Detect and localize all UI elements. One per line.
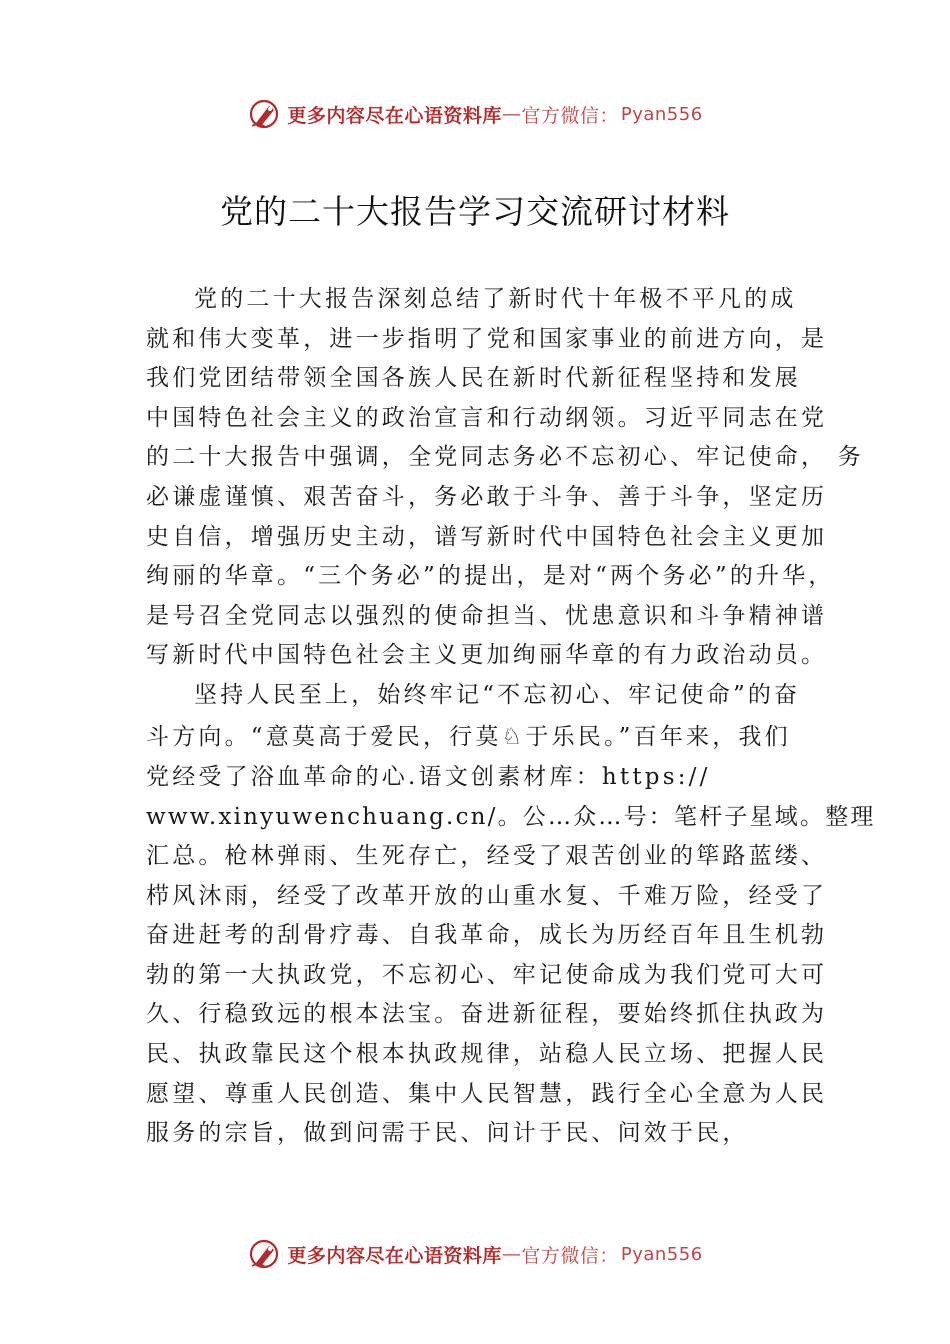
watermark-wechat-id: Pyan556 <box>620 103 703 125</box>
footer-watermark <box>0 1236 950 1272</box>
body-line: 写新时代中国特色社会主义更加绚丽华章的有力政治动员。 <box>146 642 828 668</box>
body-line: 勃的第一大执政党，不忘初心、牢记使命成为我们党可大可 <box>146 962 828 988</box>
body-line: 是号召全党同志以强烈的使命担当、忧患意识和斗争精神谱 <box>146 603 828 629</box>
body-line: 绚丽的华章。“三个务必”的提出，是对“两个务必”的升华， <box>146 563 835 589</box>
body-line: 民、执政靠民这个根本执政规律，站稳人民立场、把握人民 <box>146 1041 828 1067</box>
watermark-brand: 更多内容尽在心语资料库 <box>287 104 502 127</box>
pen-nib-circle-icon <box>247 1236 283 1272</box>
body-line: 斗方向。“意莫高于爱民，行莫♘于乐民。”百年来，我们 <box>146 724 791 750</box>
body-line: 坚持人民至上，始终牢记“不忘初心、牢记使命”的奋 <box>194 682 801 708</box>
watermark-label: 官方微信： <box>521 1244 619 1267</box>
body-line: 就和伟大变革，进一步指明了党和国家事业的前进方向，是 <box>146 326 828 352</box>
body-line: 我们党团结带领全国各族人民在新时代新征程坚持和发展 <box>146 365 801 391</box>
body-line: 久、行稳致远的根本法宝。奋进新征程，要始终抓住执政为 <box>146 1001 828 1027</box>
watermark-brand: 更多内容尽在心语资料库 <box>287 1244 502 1267</box>
document-title: 党的二十大报告学习交流研讨材料 <box>220 192 730 231</box>
body-line: 必谦虚谨慎、艰苦奋斗，务必敢于斗争、善于斗争，坚定历 <box>146 484 828 510</box>
body-line: www.xinyuwenchuang.cn/。公…众…号：笔杆子星域。整理 <box>146 804 876 830</box>
body-line: 党的二十大报告深刻总结了新时代十年极不平凡的成 <box>194 286 797 312</box>
pen-nib-circle-icon <box>247 96 283 132</box>
body-line: 奋进赶考的刮骨疗毒、自我革命，成长为历经百年且生机勃 <box>146 922 828 948</box>
header-watermark <box>0 96 950 132</box>
body-line: 的二十大报告中强调，全党同志务必不忘初心、牢记使命， 务 <box>146 444 864 470</box>
body-line: 栉风沐雨，经受了改革开放的山重水复、千难万险，经受了 <box>146 883 828 909</box>
watermark-wechat-id: Pyan556 <box>620 1243 703 1265</box>
watermark-label: 官方微信： <box>521 104 619 127</box>
body-line: 愿望、尊重人民创造、集中人民智慧，践行全心全意为人民 <box>146 1081 828 1107</box>
body-line: 中国特色社会主义的政治宣言和行动纲领。习近平同志在党 <box>146 405 828 431</box>
watermark-dash: — <box>501 1243 522 1265</box>
body-line: 汇总。枪林弹雨、生死存亡，经受了艰苦创业的筚路蓝缕、 <box>146 843 828 869</box>
body-line: 史自信，增强历史主动，谱写新时代中国特色社会主义更加 <box>146 524 828 550</box>
body-line: 党经受了浴血革命的心.语文创素材库：https:// <box>146 764 711 790</box>
body-line: 服务的宗旨，做到问需于民、问计于民、问效于民， <box>146 1120 749 1146</box>
watermark-dash: — <box>501 103 522 125</box>
